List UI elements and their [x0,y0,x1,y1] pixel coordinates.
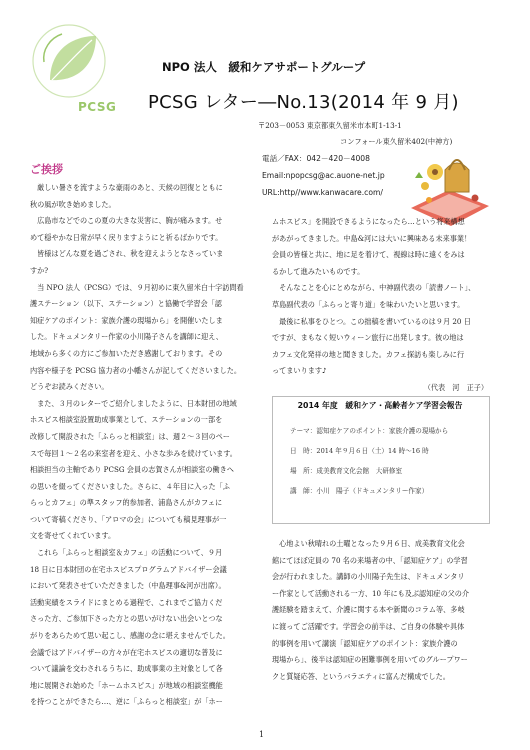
greeting-heading: ご挨拶 [30,163,63,176]
greeting-line: 厳しい暑さを流すような豪雨のあと、天候の回復とともに [30,183,223,192]
report-line: に渡ってご活躍です。学習会の前半は、ご自身の体験や具体 [272,621,465,631]
greeting-line: ついて寄稿くださり、「アロマの会」についても稿見理事が一 [30,514,227,524]
newsletter-title: PCSG レター―No.13(2014 年 9 月) [148,92,459,113]
greeting-line: を持つことができたら…、逆に「ふらっと相談室」が「ホー [30,697,223,707]
greeting-line: らっとカフェ」の準スタッフ的参加者、浦島さんがカフェに [30,498,223,508]
greeting-line: 内容や様子を PCSG 協力者の小幡さんが記してくださいました。 [30,365,242,375]
seminar-venue: 場 所：成美教育文化会館 大研修室 [290,467,403,475]
greeting-line: ってまいります♪ [272,366,327,376]
greeting-line: 当 NPO 法人（PCSG）では、９月初めに東久留米白十字訪問看 [30,282,244,292]
signature: （代表 河 正子） [423,383,488,392]
report-line: 会が行われました。講師の小川陽子先生は、ドキュメンタリ [272,572,465,582]
greeting-line: るかして進みたいものです。 [272,266,365,276]
greeting-line: の思いを綴ってくださいました。さらに、４年目に入った「ふ [30,481,230,491]
greeting-line: 知症ケアのポイント：家族介護の現場から」を開催いたしま [30,315,223,325]
report-line: ー作家として活動される一方、10 年にも及ぶ認知症の父の介 [272,588,470,598]
report-line: 心地よい秋晴れの土曜となった９月６日、成美教育文化会 [272,539,465,548]
greeting-line: どうぞお読みください。 [30,382,109,392]
greeting-line: また、３月のレターでご紹介しましたように、日本財団の地域 [30,398,237,408]
greeting-line: さった方、ご参加下さった方との思いがけない出会いとつな [30,614,223,624]
greeting-line: において発表させていただきました（中島理事&河が出席）。 [30,581,226,591]
report-line: 現場から」、後半は認知症の困難事例を用いてのグループワー [272,655,468,665]
greeting-line: 改修して開設された「ふらっと相談室」は、週２～３回のペー [30,431,230,441]
address-line-1: 〒203－0053 東京都東久留米市本町1-13-1 [258,121,402,130]
greeting-line: 活動実績をスライドにまとめる過程で、これまでご協力くだ [30,597,223,607]
greeting-line: 会員の皆様と共に、地に足を着けて、視線は時に遠くをみは [272,250,465,260]
greeting-line: これら「ふらっと相談室＆カフェ」の活動について、９月 [30,548,223,558]
greeting-line: 地域から多くの方にご参加いただき感謝しております。その [30,348,223,358]
seminar-info-box [272,396,490,524]
greeting-line: 文を寄せてくれています。 [30,531,116,541]
greeting-line: ですが、まもなく短いウィーン旅行に出発します。彼の地は [272,333,464,343]
report-line: 館にてほぼ定員の 70 名の来場者の中、「認知症ケア」の学習 [272,555,468,565]
pcsg-logo [30,22,117,114]
organization-name: NPO 法人 緩和ケアサポートグループ [162,60,366,74]
greeting-line: 会議ではアドバイザーの方々が在宅ホスピスの適切な普及に [30,647,223,657]
phone-fax: 電話／FAX：042－420－4008 [262,154,370,163]
seminar-date: 日 時：2014 年９月６日（土）14 時～16 時 [290,447,429,455]
report-column [272,536,492,685]
greeting-line: 広島市などでのこの夏の大きな災害に、胸が痛みます。せ [30,216,223,226]
report-line: 護経験を踏まえて、介護に関する本や新聞のコラム等、多岐 [272,605,465,615]
greeting-line: すか? [30,265,49,275]
leaf-logo-icon [30,22,108,100]
greeting-line: 18 日に日本財団の在宅ホスピスプログラムアドバイザー会議 [30,564,227,574]
greeting-line: ついて議論を交わされるうちに、助成事業の主対象として各 [30,664,223,674]
greeting-line: 護ステーション（以下、ステーション）と協働で学習会「認 [30,299,222,309]
greeting-line: 最後に私事をひとつ。この拙稿を書いているのは９月 20 日 [272,316,471,326]
greeting-line: スで毎回１～２名の来室者を迎え、小さな歩みを続けています。 [30,448,237,458]
greeting-line: ムホスピス」を開設できるようになったら…という将来構想 [272,217,465,226]
greeting-line: がりをあらためて思い起こし、感謝の念に堪えませんでした。 [30,631,230,641]
logo-text: PCSG [78,100,117,114]
website-url[interactable]: URL:http//www.kanwacare.com/ [262,188,383,197]
greeting-line: 地に展開され始めた「ホームホスピス」が地域の相談室機能 [30,680,223,690]
page-number: 1 [259,730,265,739]
report-line: 的事例を用いて講演「認知症ケアのポイント：家族介護の [272,638,458,648]
report-line: クと質疑応答、というバラエティに富んだ構成でした。 [272,671,450,681]
greeting-line: した。ドキュメンタリー作家の小川陽子さんを講師に迎え、 [30,332,223,342]
greeting-right-column [272,214,492,380]
greeting-line: 皆様はどんな夏を過ごされ、秋を迎えようとなさっていま [30,249,224,259]
address-line-2: コンフォール東久留米402(中神方) [340,137,453,146]
greeting-line: 相談担当の主軸であり PCSG 会員の志賀さんが相談室の働きへ [30,465,234,475]
greeting-line: があがってきました。中島&河には大いに興味ある未来事業！ [272,233,472,243]
greeting-line: カフェ文化発祥の地と聞きました。カフェ探訪も楽しみに行 [272,349,465,359]
greeting-line: 秋の風が吹き始めました。 [30,199,116,209]
seminar-theme: テーマ：認知症ケアのポイント：家族介護の現場から [290,427,449,435]
greeting-line: 草島副代表の「ふらっと寄り道」を味わいたいと思います。 [272,299,465,309]
greeting-line: そんなことを心にとめながら、中神副代表の「読書ノート」、 [272,283,476,293]
email-address[interactable]: Email:npopcsg@ac.auone-net.jp [262,171,385,180]
seminar-lecturer: 講 師：小川 陽子（ドキュメンタリー作家） [290,487,429,495]
greeting-line: ホスピス相談室設置助成事業として、ステーションの一部を [30,415,223,425]
greeting-line: めて穏やかな日常が早く戻りますようにと祈るばかりです。 [30,232,223,242]
greeting-left-column [30,180,255,711]
seminar-box-title: 2014 年度 緩和ケア・高齢者ケア学習会報告 [297,401,463,410]
